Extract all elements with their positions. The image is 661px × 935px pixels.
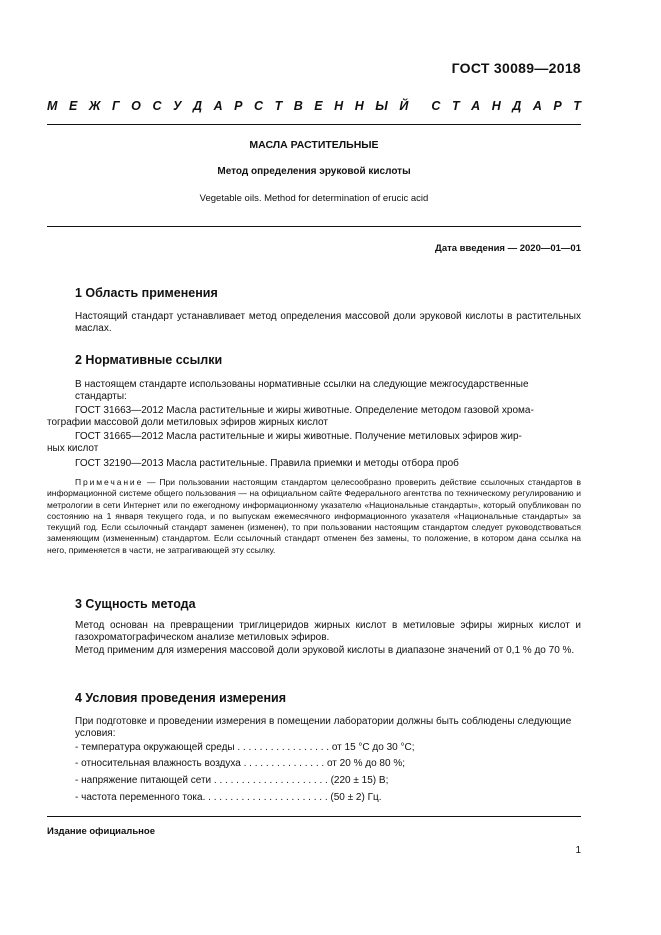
title-rule bbox=[47, 226, 581, 227]
banner-letter: Ж bbox=[88, 99, 101, 113]
section-1-text: Настоящий стандарт устанавливает метод определения массовой доли эруковой кислоты в растительных маслах. bbox=[75, 311, 581, 334]
banner-letter: С bbox=[254, 99, 264, 113]
section-3-paragraph-2: Метод применим для измерения массовой доли эруковой кислоты в диапазоне значений от 0,1 % до 70 %. bbox=[75, 645, 575, 656]
condition-item-frequency: - частота переменного тока. . . . . . . . . . . . . . . . . . . . . . . (50 ± 2) Гц. bbox=[75, 792, 382, 803]
section-4-intro: При подготовке и проведении измерения в помещении лаборатории должны быть соблюдены следующие условия: bbox=[75, 716, 572, 739]
section-2-heading: 2 Нормативные ссылки bbox=[75, 353, 223, 367]
condition-item-temperature: - температура окружающей среды . . . . . . . . . . . . . . . . . от 15 °С до 30 °С; bbox=[75, 742, 415, 753]
banner-letter: Й bbox=[399, 99, 409, 113]
banner-letter: Р bbox=[234, 99, 243, 113]
normative-reference bbox=[47, 458, 581, 470]
banner-letter: Ы bbox=[375, 99, 388, 113]
banner-letter: А bbox=[471, 99, 481, 113]
banner-letter: Т bbox=[573, 99, 581, 113]
standard-subtitle: Метод определения эруковой кислоты bbox=[217, 166, 411, 177]
section-1-heading: 1 Область применения bbox=[75, 286, 218, 300]
banner-letter: С bbox=[431, 99, 441, 113]
normative-reference bbox=[47, 431, 581, 455]
reference-line: ГОСТ 32190—2013 Масла растительные. Правила приемки и методы отбора проб bbox=[75, 458, 459, 469]
banner-letter: У bbox=[173, 99, 182, 113]
footer-rule bbox=[47, 816, 581, 817]
normative-reference bbox=[47, 405, 581, 429]
banner-letter: Т bbox=[451, 99, 460, 113]
banner-letter: А bbox=[532, 99, 542, 113]
banner-letter: С bbox=[152, 99, 162, 113]
condition-item-humidity: - относительная влажность воздуха . . . . . . . . . . . . . . . от 20 % до 80 %; bbox=[75, 758, 405, 769]
banner-letter: Д bbox=[193, 99, 203, 113]
banner-letter: Н bbox=[491, 99, 501, 113]
reference-line: ГОСТ 31665—2012 Масла растительные и жиры животные. Получение метиловых эфиров жир- bbox=[75, 431, 522, 442]
note-text: — При пользовании настоящим стандартом целесообразно проверить действие ссылочных стандартов в информационной системе общего пользования — на официальном сайте Федерального агентства по техническому регулированию и метрологии в сети Интернет или по ежегодному информационному указателю «Национальные стандарты», который опубликован по состоянию на 1 января текущего года, и по выпускам ежемесячного информационного указателя «Национальные стандарты» за текущий год. Если ссылочный стандарт заменен (изменен), то при пользовании настоящим стандартом следует руководствоваться заменяющим (измененным) стандартом. Если ссылочный стандарт отменен без замены, то положение, в котором дана ссылка на него, применяется в части, не затрагивающей эту ссылку. bbox=[47, 477, 581, 555]
date-of-introduction: Дата введения — 2020—01—01 bbox=[435, 243, 581, 254]
banner-letter: Т bbox=[274, 99, 283, 113]
interstate-standard-banner bbox=[47, 99, 581, 113]
standard-title: МАСЛА РАСТИТЕЛЬНЫЕ bbox=[249, 139, 379, 151]
section-3-heading: 3 Сущность метода bbox=[75, 597, 196, 611]
document-number: ГОСТ 30089—2018 bbox=[451, 60, 581, 76]
banner-letter: Д bbox=[512, 99, 522, 113]
banner-letter: А bbox=[213, 99, 223, 113]
banner-letter: О bbox=[131, 99, 141, 113]
section-2-intro: В настоящем стандарте использованы нормативные ссылки на следующие межгосударственные стандарты: bbox=[75, 379, 529, 402]
official-edition-label: Издание официальное bbox=[47, 826, 155, 837]
header-rule bbox=[47, 124, 581, 125]
section-4-heading: 4 Условия проведения измерения bbox=[75, 691, 286, 705]
condition-item-voltage: - напряжение питающей сети . . . . . . . . . . . . . . . . . . . . . (220 ± 15) В; bbox=[75, 775, 389, 786]
standard-title-english: Vegetable oils. Method for determination of erucic acid bbox=[199, 193, 429, 204]
reference-line-continued: тографии массовой доли метиловых эфиров жирных кислот bbox=[47, 417, 328, 428]
banner-letter: Г bbox=[111, 99, 120, 113]
banner-letter: Е bbox=[68, 99, 78, 113]
banner-letter: Н bbox=[354, 99, 364, 113]
banner-letter: В bbox=[293, 99, 303, 113]
section-3-paragraph-1: Метод основан на превращении триглицеридов жирных кислот в метиловые эфиры жирных кислот и газохроматографическом анализе метиловых эфиров. bbox=[75, 620, 581, 643]
reference-note bbox=[47, 477, 581, 556]
note-label: Примечание bbox=[75, 477, 144, 487]
reference-line-continued: ных кислот bbox=[47, 443, 99, 454]
banner-letter: Е bbox=[314, 99, 323, 113]
reference-line: ГОСТ 31663—2012 Масла растительные и жиры животные. Определение методом газовой хрома- bbox=[75, 405, 534, 416]
banner-letter: Н bbox=[334, 99, 344, 113]
page-number: 1 bbox=[575, 845, 581, 856]
banner-letter: Р bbox=[553, 99, 562, 113]
banner-letter: М bbox=[47, 99, 58, 113]
